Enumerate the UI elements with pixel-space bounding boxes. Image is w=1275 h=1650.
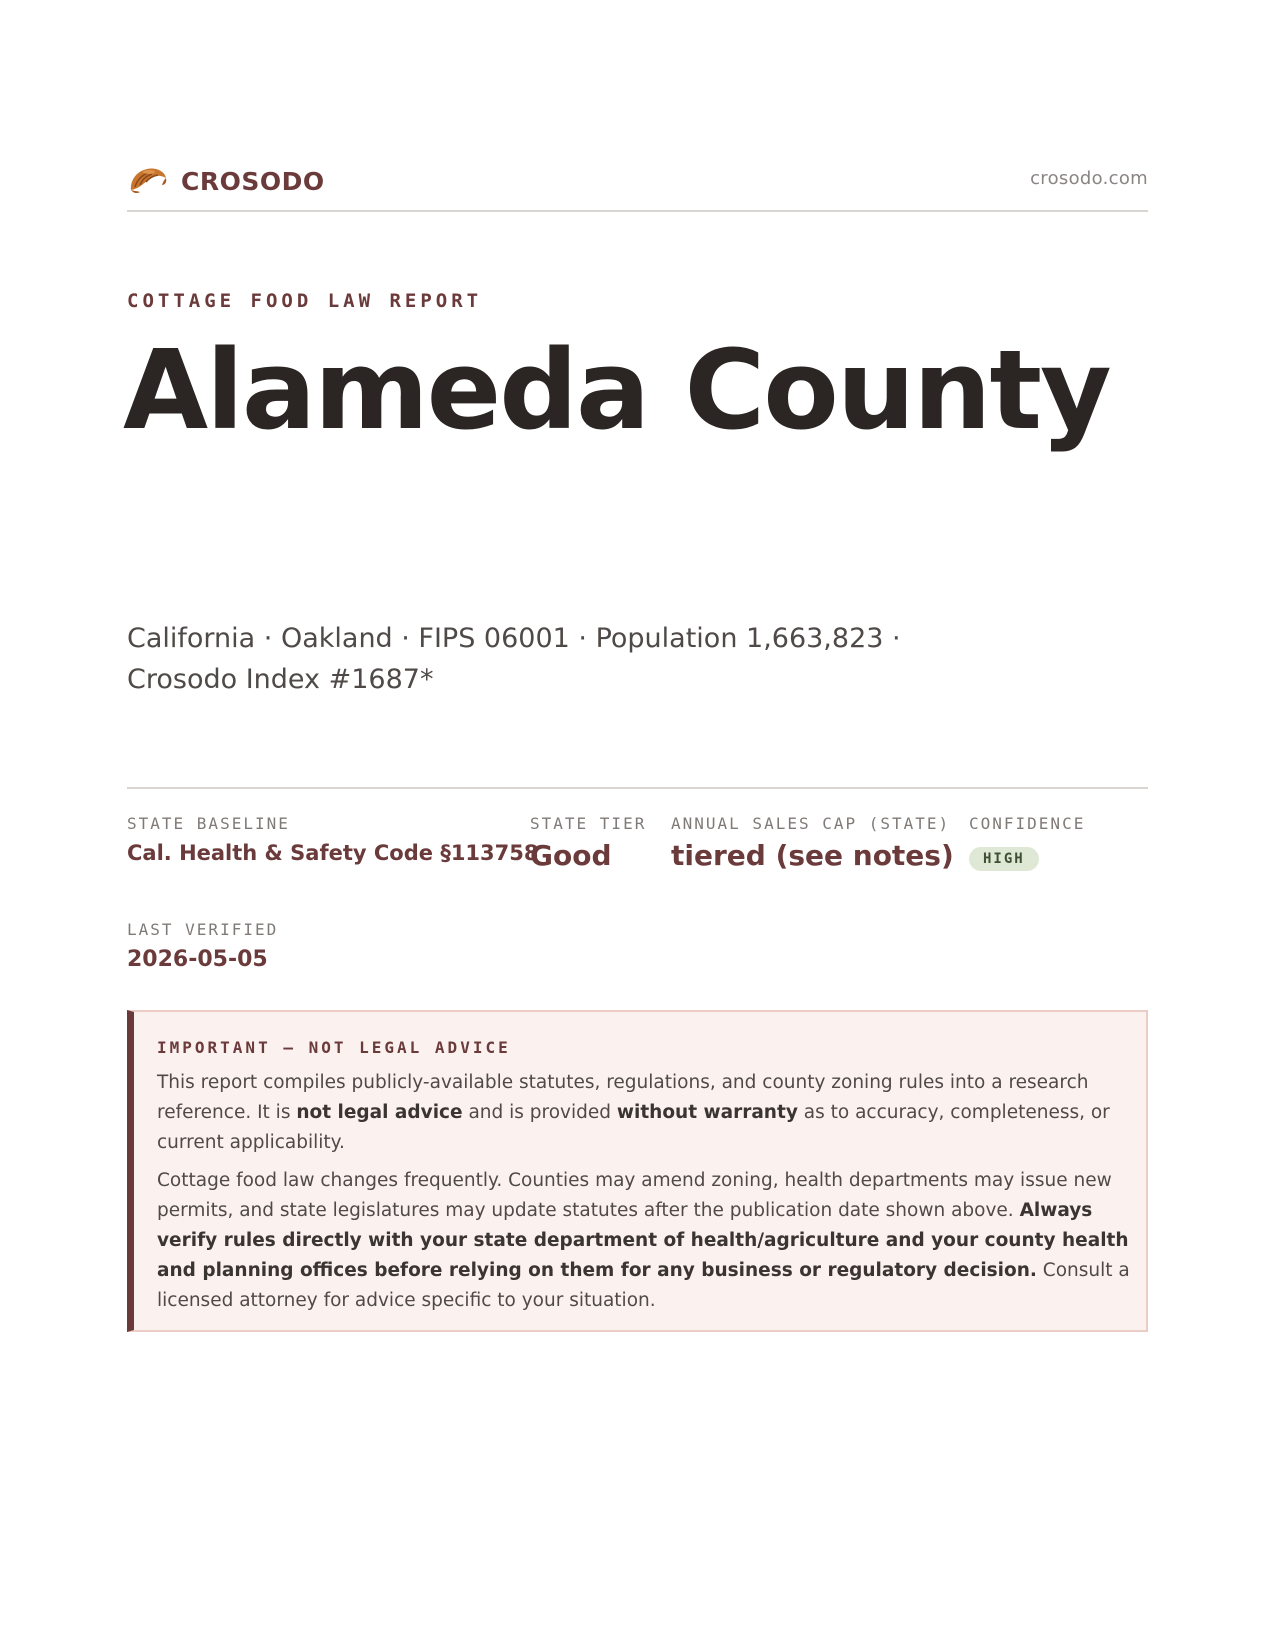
report-page [123, 0, 1148, 1650]
notice-text: and is provided [462, 1102, 617, 1123]
confidence-badge: HIGH [969, 847, 1039, 871]
fact-label: CONFIDENCE [969, 814, 1086, 833]
notice-text: Cottage food law changes frequently. Counties may amend zoning, health departments may issue new permits, and state legislatures may update statutes after the publication date shown above. [157, 1170, 1112, 1221]
report-subtitle [127, 618, 947, 700]
fact-label: ANNUAL SALES CAP (STATE) [671, 814, 951, 833]
fact-state-baseline [127, 814, 539, 865]
site-url-link[interactable]: crosodo.com [1030, 168, 1148, 189]
fact-confidence [969, 814, 1085, 871]
fact-value: tiered (see notes) [671, 839, 954, 872]
fact-annual-sales-cap [671, 814, 954, 872]
report-eyebrow: COTTAGE FOOD LAW REPORT [127, 290, 483, 312]
brand-name: CROSODO [181, 166, 325, 196]
notice-text: as to accuracy, completeness, or current applicability. [157, 1102, 1110, 1153]
fact-value: 2026-05-05 [127, 947, 268, 972]
notice-heading: IMPORTANT — NOT LEGAL ADVICE [157, 1038, 511, 1057]
brand[interactable] [127, 160, 325, 202]
notice-text: This report compiles publicly-available statutes, regulations, and county zoning rules into a research reference. It is [157, 1072, 1089, 1123]
page-header [127, 154, 1148, 212]
notice-emphasis: without warranty [616, 1102, 798, 1123]
fact-label: STATE TIER [530, 814, 647, 833]
subtitle-line-2: Crosodo Index #1687* [127, 664, 434, 695]
fact-value: Cal. Health & Safety Code §113758 [127, 841, 539, 865]
legal-notice [127, 1010, 1148, 1332]
page-title: Alameda County [123, 326, 1110, 454]
notice-emphasis: not legal advice [296, 1102, 463, 1123]
subtitle-line-1: California · Oakland · FIPS 06001 · Population 1,663,823 · [127, 623, 901, 654]
section-divider [127, 787, 1148, 789]
notice-text: Consult a licensed attorney for advice specific to your situation. [157, 1260, 1130, 1311]
fact-last-verified [127, 920, 278, 972]
notice-emphasis: Always verify rules directly with your state department of health/agriculture and your county health and planning offices before relying on them for any business or regulatory decision. [157, 1200, 1129, 1281]
fact-value: Good [530, 839, 612, 872]
croissant-icon [127, 160, 169, 202]
notice-paragraph-1 [157, 1068, 1137, 1158]
fact-label: STATE BASELINE [127, 814, 290, 833]
fact-label: LAST VERIFIED [127, 920, 279, 939]
fact-state-tier [530, 814, 646, 872]
notice-paragraph-2 [157, 1166, 1137, 1316]
